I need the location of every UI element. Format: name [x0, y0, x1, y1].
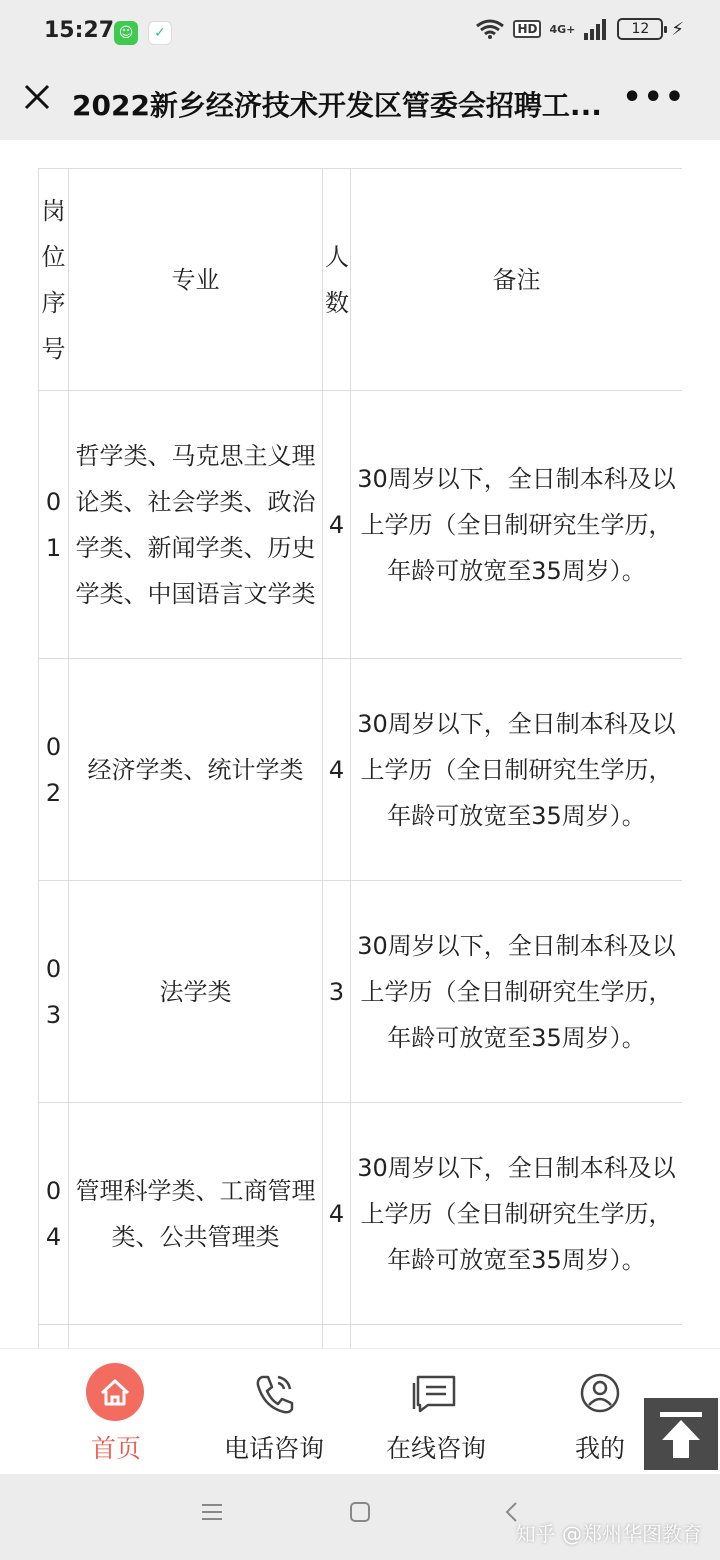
- status-indicators: [475, 18, 684, 40]
- cell-note: 30周岁以下，全日制本科及以上学历（全日制研究生学历，年龄可放宽至35周岁）。: [351, 391, 683, 659]
- nav-label: 在线咨询: [385, 1434, 486, 1463]
- nav-home[interactable]: [36, 1349, 196, 1475]
- charging-icon: ⚡: [671, 18, 684, 40]
- nav-label: 首页: [90, 1434, 141, 1463]
- more-options-button[interactable]: •••: [622, 80, 686, 115]
- bottom-nav: [0, 1348, 720, 1474]
- status-bar: [0, 0, 720, 66]
- cell-id: 04: [39, 1103, 69, 1325]
- nav-label: 我的: [574, 1434, 625, 1463]
- table-row: [39, 659, 683, 881]
- table-row: [39, 1103, 683, 1325]
- cell-count: 4: [323, 659, 351, 881]
- cell-major: [69, 1325, 323, 1349]
- close-button[interactable]: [22, 82, 52, 112]
- system-nav-bar: [0, 1474, 720, 1560]
- header-major: 专业: [69, 169, 323, 391]
- network-type: 4G+: [549, 22, 576, 36]
- cell-count: 4: [323, 1103, 351, 1325]
- hd-icon: HD: [513, 20, 541, 38]
- cell-note: 30周岁以下，全日制本科及以上学历（全日制研究生学历，年龄可放宽至35周岁）。: [351, 1103, 683, 1325]
- header-id: 岗位序号: [39, 169, 69, 391]
- cell-note: 30周岁以下，全日制本科及以上学历（全日制研究生学历，年龄可放宽至35周岁）。: [351, 881, 683, 1103]
- wifi-icon: [475, 18, 505, 40]
- close-icon: [22, 82, 52, 112]
- cell-id: [39, 1325, 69, 1349]
- cell-major: 法学类: [69, 881, 323, 1103]
- page-title: 2022新乡经济技术开发区管委会招聘工...: [72, 89, 602, 122]
- home-nav-icon[interactable]: [348, 1500, 372, 1524]
- phone-icon: [244, 1363, 304, 1423]
- header-count: 人数: [323, 169, 351, 391]
- cell-note: [351, 1325, 683, 1349]
- user-icon: [570, 1363, 630, 1423]
- cell-count: 3: [323, 881, 351, 1103]
- recruitment-table: [38, 168, 682, 1348]
- cell-major: 哲学类、马克思主义理论类、社会学类、政治学类、新闻学类、历史学类、中国语言文学类: [69, 391, 323, 659]
- status-time: 15:27: [44, 18, 115, 43]
- cell-count: [323, 1325, 351, 1349]
- cell-id: 03: [39, 881, 69, 1103]
- cell-id: 01: [39, 391, 69, 659]
- table-header-row: [39, 169, 683, 391]
- table-row: [39, 391, 683, 659]
- chat-icon: [406, 1363, 466, 1423]
- header-note: 备注: [351, 169, 683, 391]
- wechat-app-icon: ☺: [114, 21, 138, 45]
- cell-note: 30周岁以下，全日制本科及以上学历（全日制研究生学历，年龄可放宽至35周岁）。: [351, 659, 683, 881]
- nav-label: 电话咨询: [223, 1434, 324, 1463]
- back-to-top-button[interactable]: [644, 1398, 718, 1470]
- menu-icon[interactable]: [200, 1500, 224, 1524]
- back-to-top-icon: [644, 1398, 718, 1470]
- cell-id: 02: [39, 659, 69, 881]
- shield-app-icon: ✓: [148, 21, 172, 45]
- nav-online-consult[interactable]: [356, 1349, 516, 1475]
- home-icon: [86, 1363, 144, 1421]
- watermark: 知乎 @郑州华图教育: [515, 1522, 702, 1546]
- signal-icon: [583, 18, 609, 40]
- title-bar: [0, 66, 720, 140]
- recruitment-table-container: [38, 168, 682, 1348]
- table-row: [39, 881, 683, 1103]
- battery-icon: 12: [617, 18, 663, 40]
- cell-major: 管理科学类、工商管理类、公共管理类: [69, 1103, 323, 1325]
- table-row: [39, 1325, 683, 1349]
- cell-count: 4: [323, 391, 351, 659]
- nav-phone-consult[interactable]: [194, 1349, 354, 1475]
- cell-major: 经济学类、统计学类: [69, 659, 323, 881]
